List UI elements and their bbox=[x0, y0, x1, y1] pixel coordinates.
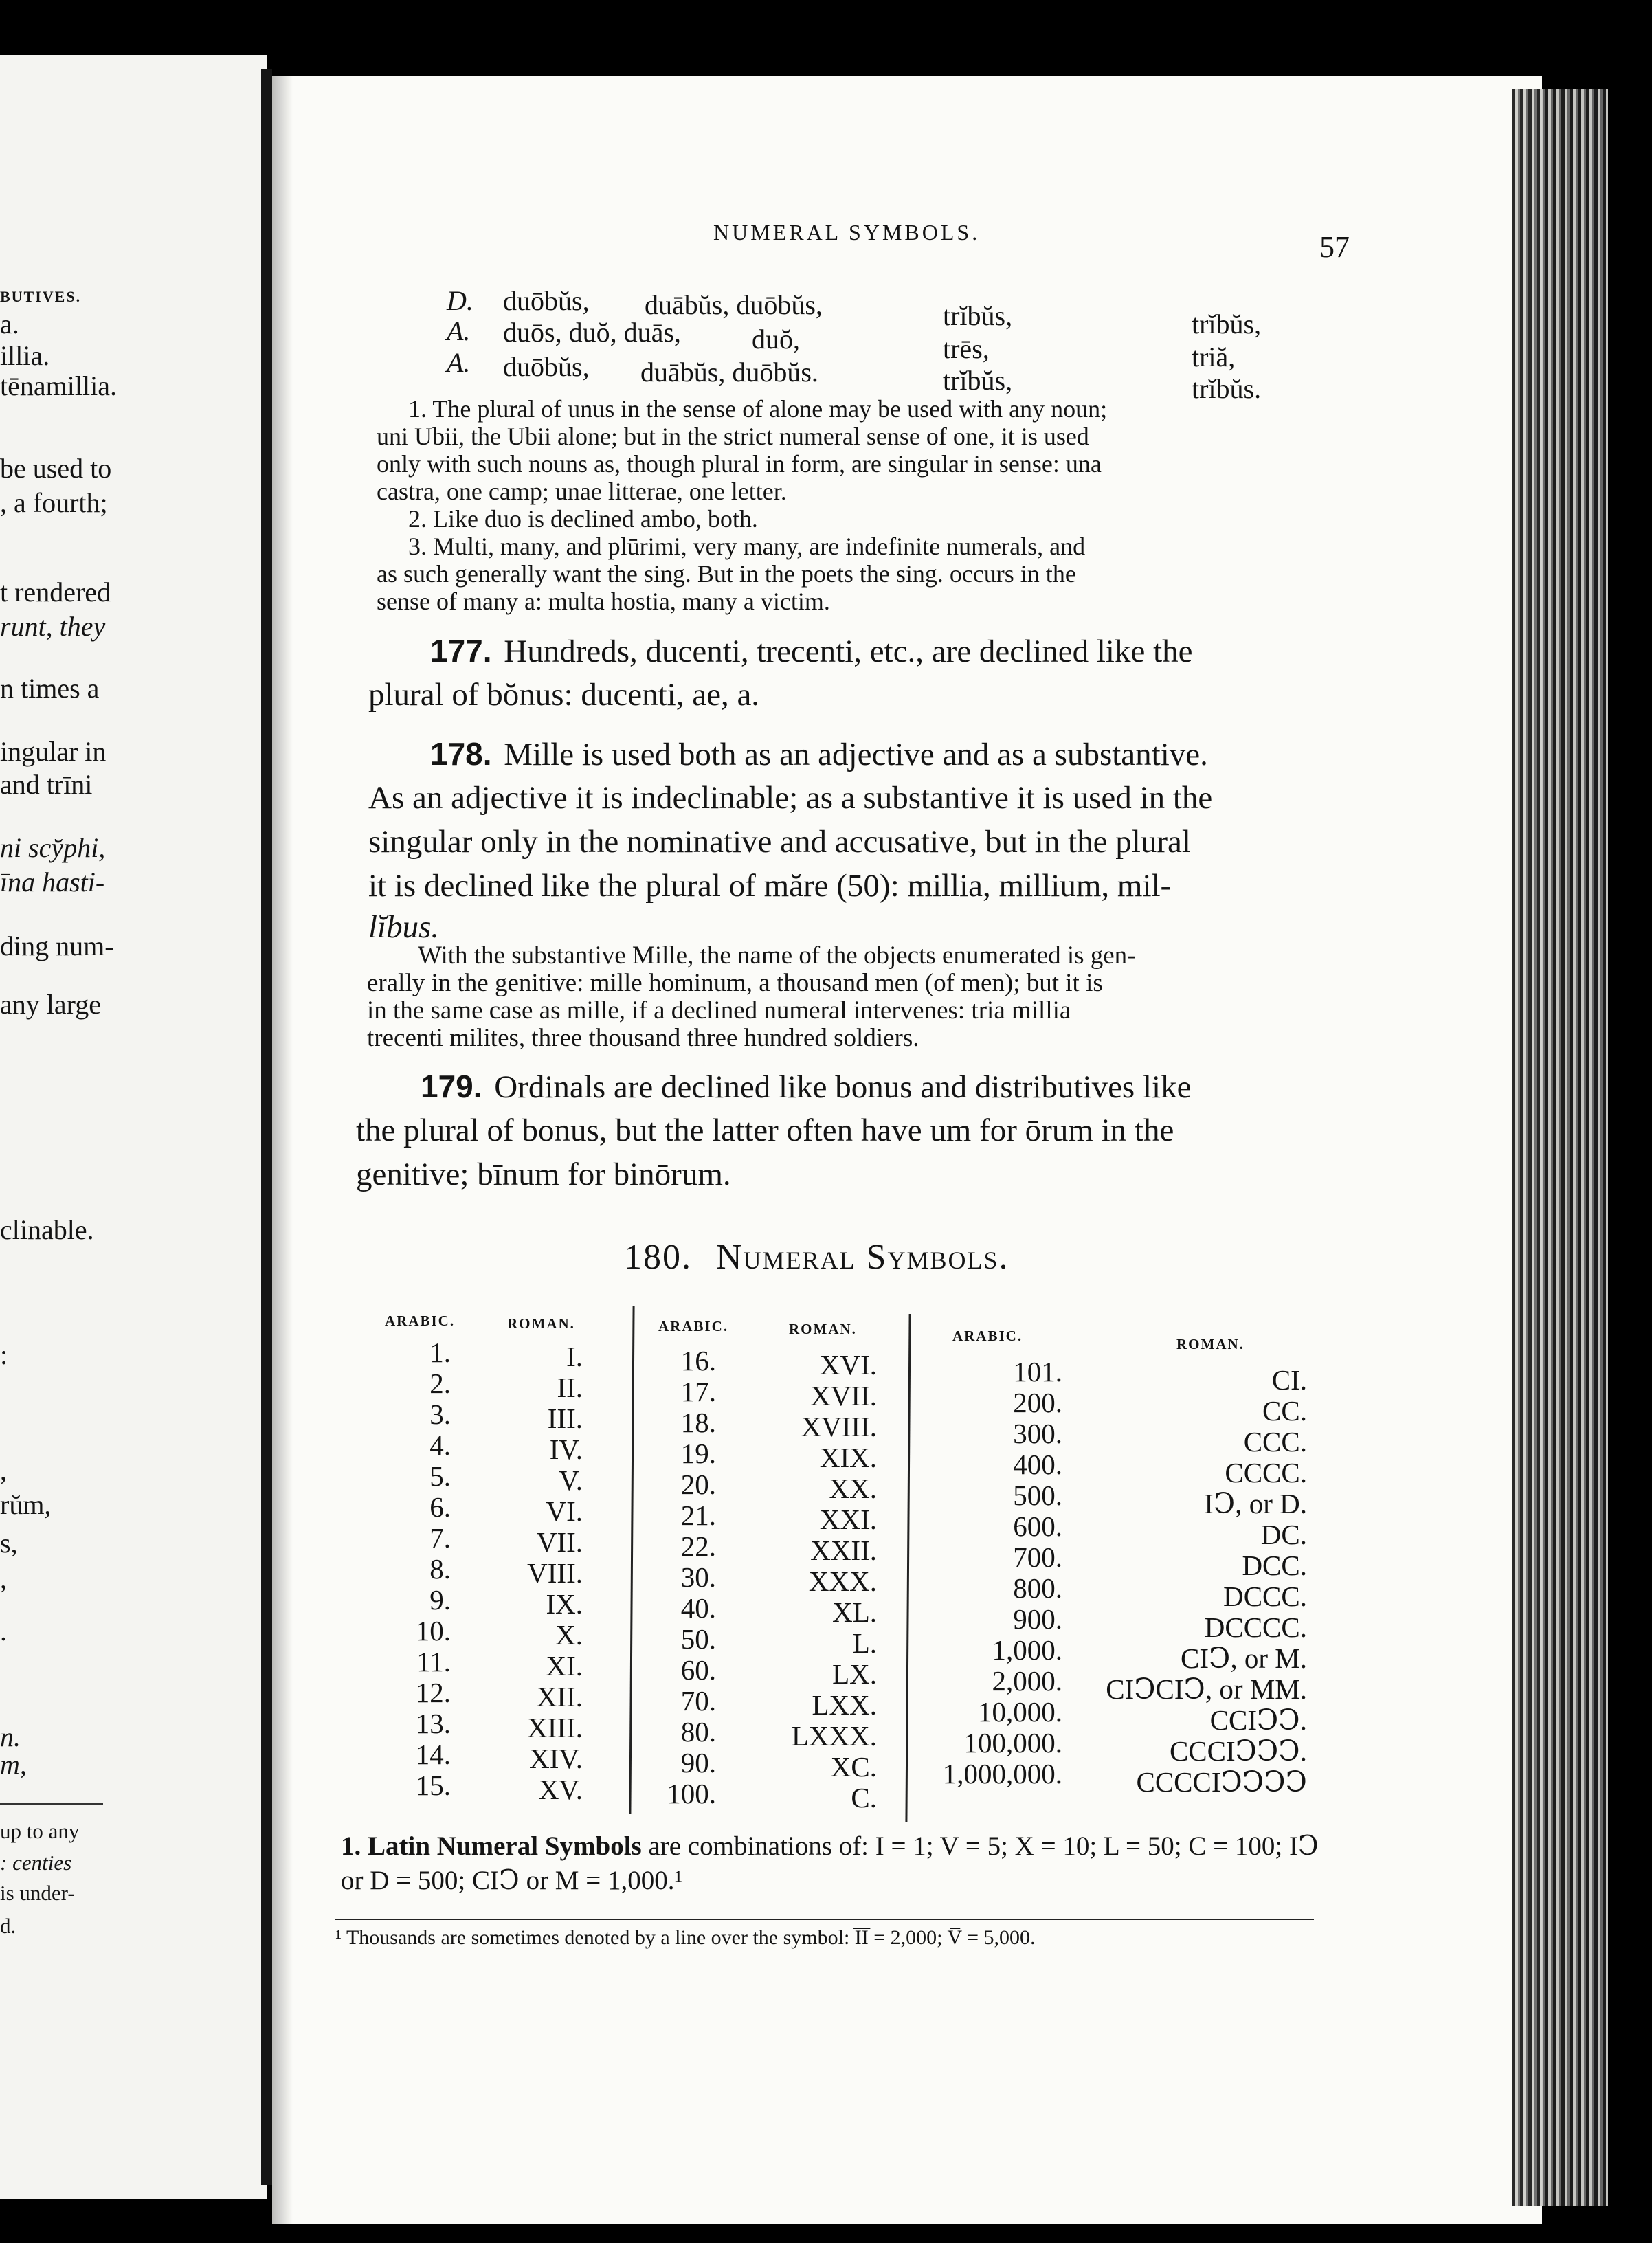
roman-cell: XI. bbox=[546, 1650, 583, 1682]
left-fragment: n. bbox=[0, 1721, 21, 1752]
roman-cell: XIV. bbox=[529, 1743, 583, 1774]
roman-cell: I. bbox=[566, 1341, 583, 1372]
roman-cell: XVII. bbox=[810, 1380, 877, 1411]
arabic-cell: 1,000,000. bbox=[942, 1758, 1062, 1789]
subnote-line: erally in the genitive: mille hominum, a thousand men (of men); but it is bbox=[367, 969, 1103, 997]
roman-column bbox=[1086, 1365, 1307, 1798]
roman-cell: IX. bbox=[546, 1588, 583, 1620]
roman-cell: XIII. bbox=[527, 1712, 583, 1743]
left-fragment: : bbox=[0, 1339, 8, 1370]
form-tres: trĭbŭs, bbox=[943, 300, 1013, 331]
left-fragment: and trīni bbox=[0, 769, 93, 800]
roman-cell: L. bbox=[852, 1627, 877, 1659]
roman-cell: DC. bbox=[1260, 1519, 1307, 1550]
arabic-cell: 400. bbox=[1013, 1449, 1062, 1480]
left-fragment: illia. bbox=[0, 340, 50, 371]
form-tria: triă, bbox=[1192, 342, 1236, 372]
table-number: 180. bbox=[624, 1238, 692, 1277]
arabic-cell: 90. bbox=[680, 1747, 716, 1778]
arabic-column bbox=[918, 1357, 1062, 1789]
symbols-note-text: are combinations of: I = 1; V = 5; X = 10; L = 50; C = 100; IↃ or D = 500; CIↃ or M = 1,000.¹ bbox=[341, 1831, 1319, 1895]
page-edges bbox=[1512, 89, 1608, 2206]
left-fragment: ni scy̆phi, bbox=[0, 832, 106, 863]
left-fragment: be used to bbox=[0, 453, 112, 484]
header-arabic: ARABIC. bbox=[658, 1318, 729, 1335]
roman-cell: VII. bbox=[536, 1526, 583, 1558]
arabic-cell: 100,000. bbox=[963, 1727, 1062, 1759]
section-line: plural of bŏnus: ducenti, ae, a. bbox=[368, 677, 760, 713]
gutter-shadow bbox=[272, 76, 293, 2224]
roman-cell: CCIↃↃ. bbox=[1209, 1704, 1307, 1736]
roman-cell: LXX. bbox=[812, 1689, 877, 1721]
left-fragment: s, bbox=[0, 1528, 18, 1559]
table-heading: Numeral Symbols. bbox=[716, 1238, 1009, 1277]
arabic-cell: 20. bbox=[680, 1469, 716, 1500]
left-fragment: . bbox=[0, 1616, 7, 1647]
arabic-cell: 100. bbox=[667, 1778, 716, 1809]
roman-cell: IV. bbox=[549, 1433, 583, 1465]
roman-column bbox=[474, 1341, 583, 1805]
roman-cell: CI. bbox=[1271, 1364, 1307, 1396]
roman-cell: XV. bbox=[538, 1774, 583, 1805]
section-line: As an adjective it is indeclinable; as a substantive it is used in the bbox=[368, 780, 1213, 816]
section-text: Ordinals are declined like bonus and distributives like bbox=[494, 1069, 1192, 1105]
footnote: ¹ Thousands are sometimes denoted by a line over the symbol: I̅I̅ = 2,000; V̅ = 5,000. bbox=[335, 1926, 1036, 1949]
form-duo: duōbŭs, bbox=[503, 351, 590, 382]
arabic-cell: 6. bbox=[429, 1491, 451, 1523]
arabic-cell: 80. bbox=[680, 1716, 716, 1748]
left-fragment: a. bbox=[0, 309, 19, 339]
roman-cell: LXXX. bbox=[791, 1720, 877, 1752]
arabic-cell: 101. bbox=[1013, 1356, 1062, 1387]
header-roman: ROMAN. bbox=[789, 1321, 857, 1337]
section-line: it is declined like the plural of măre (50): millia, millium, mil- bbox=[368, 868, 1172, 904]
left-fragment: d. bbox=[0, 1914, 16, 1938]
arabic-cell: 600. bbox=[1013, 1510, 1062, 1542]
roman-cell: CIↃCIↃ, or MM. bbox=[1106, 1673, 1307, 1705]
table-title bbox=[624, 1237, 1009, 1277]
note-line: 2. Like duo is declined ambo, both. bbox=[408, 505, 758, 533]
roman-cell: CIↃ, or M. bbox=[1181, 1642, 1307, 1674]
arabic-column bbox=[385, 1337, 451, 1801]
page-number: 57 bbox=[1319, 230, 1350, 264]
section-number: 179. bbox=[421, 1069, 482, 1104]
section-line: the plural of bonus, but the latter often have um for ōrum in the bbox=[356, 1113, 1174, 1148]
roman-cell: XC. bbox=[830, 1751, 877, 1783]
roman-cell: XVI. bbox=[819, 1349, 877, 1381]
section-line: singular only in the nominative and accusative, but in the plural bbox=[368, 824, 1191, 860]
roman-cell: CC. bbox=[1262, 1395, 1307, 1427]
left-fragment: n times a bbox=[0, 673, 100, 704]
arabic-cell: 60. bbox=[680, 1654, 716, 1686]
arabic-cell: 3. bbox=[429, 1398, 451, 1430]
header-roman: ROMAN. bbox=[507, 1315, 575, 1332]
arabic-cell: 19. bbox=[680, 1438, 716, 1469]
arabic-cell: 40. bbox=[680, 1592, 716, 1624]
note-line: only with such nouns as, though plural in form, are singular in sense: una bbox=[377, 450, 1102, 478]
roman-cell: X. bbox=[555, 1619, 583, 1651]
left-fragment: , a fourth; bbox=[0, 487, 108, 518]
left-fragment: is under- bbox=[0, 1881, 75, 1905]
footnote-rule bbox=[335, 1919, 1314, 1920]
arabic-cell: 900. bbox=[1013, 1603, 1062, 1635]
note-line: as such generally want the sing. But in the poets the sing. occurs in the bbox=[377, 560, 1076, 588]
roman-cell: LX. bbox=[832, 1658, 877, 1690]
arabic-cell: 10. bbox=[415, 1615, 451, 1647]
section-line: lĭbus. bbox=[368, 909, 440, 945]
roman-cell: CCC. bbox=[1243, 1426, 1307, 1458]
left-fragment: m, bbox=[0, 1749, 27, 1780]
roman-cell: DCCC. bbox=[1223, 1581, 1307, 1612]
arabic-cell: 22. bbox=[680, 1530, 716, 1562]
arabic-cell: 11. bbox=[416, 1646, 451, 1677]
arabic-cell: 16. bbox=[680, 1345, 716, 1376]
arabic-cell: 700. bbox=[1013, 1541, 1062, 1573]
section-line bbox=[430, 629, 1193, 673]
left-fragment: clinable. bbox=[0, 1214, 94, 1245]
note-line: 3. Multi, many, and plūrimi, very many, are indefinite numerals, and bbox=[408, 533, 1086, 560]
roman-cell: CCCCIↃↃↃↃ bbox=[1136, 1766, 1307, 1798]
arabic-cell: 800. bbox=[1013, 1572, 1062, 1604]
left-fragment: up to any bbox=[0, 1819, 80, 1843]
form-tres: trĭbŭs, bbox=[943, 365, 1013, 396]
subnote-line: With the substantive Mille, the name of the objects enumerated is gen- bbox=[418, 941, 1136, 970]
left-fragment: t rendered bbox=[0, 577, 111, 607]
roman-cell: C. bbox=[851, 1782, 877, 1814]
arabic-cell: 1. bbox=[429, 1337, 451, 1368]
roman-cell: VIII. bbox=[527, 1557, 583, 1589]
arabic-cell: 10,000. bbox=[978, 1696, 1062, 1728]
arabic-cell: 70. bbox=[680, 1685, 716, 1717]
arabic-cell: 7. bbox=[429, 1522, 451, 1554]
symbols-note-label: 1. Latin Numeral Symbols bbox=[341, 1831, 642, 1861]
roman-cell: XVIII. bbox=[801, 1411, 877, 1442]
arabic-cell: 1,000. bbox=[992, 1634, 1062, 1666]
roman-cell: CCCIↃↃↃ. bbox=[1169, 1735, 1307, 1767]
left-fragment: , bbox=[0, 1455, 7, 1486]
roman-cell: XL. bbox=[832, 1596, 877, 1628]
roman-cell: XXI. bbox=[819, 1504, 877, 1535]
roman-cell: XX. bbox=[829, 1473, 877, 1504]
case-label: D. bbox=[447, 285, 473, 316]
note-line: sense of many a: multa hostia, many a victim. bbox=[377, 588, 830, 615]
arabic-cell: 500. bbox=[1013, 1480, 1062, 1511]
roman-column bbox=[746, 1350, 877, 1814]
header-arabic: ARABIC. bbox=[385, 1313, 456, 1329]
subnote-line: trecenti milites, three thousand three hundred soldiers. bbox=[367, 1024, 919, 1052]
arabic-cell: 14. bbox=[415, 1739, 451, 1770]
note-line: uni Ubii, the Ubii alone; but in the strict numeral sense of one, it is used bbox=[377, 423, 1089, 450]
roman-cell: V. bbox=[559, 1464, 583, 1496]
arabic-cell: 8. bbox=[429, 1553, 451, 1585]
section-line bbox=[430, 733, 1208, 776]
form-duo: duōs, duŏ, duās, bbox=[503, 317, 681, 348]
arabic-cell: 5. bbox=[429, 1460, 451, 1492]
header-arabic: ARABIC. bbox=[952, 1328, 1023, 1344]
left-fragment: ingular in bbox=[0, 736, 107, 767]
left-fragment: , bbox=[0, 1563, 7, 1594]
roman-cell: CCCC. bbox=[1225, 1457, 1307, 1488]
left-fragment: BUTIVES. bbox=[0, 288, 82, 305]
arabic-cell: 18. bbox=[680, 1407, 716, 1438]
book-gutter bbox=[261, 69, 272, 2185]
section-text: Mille is used both as an adjective and as a substantive. bbox=[504, 737, 1208, 772]
roman-cell: VI. bbox=[546, 1495, 583, 1527]
left-fragment: ding num- bbox=[0, 930, 114, 961]
arabic-cell: 50. bbox=[680, 1623, 716, 1655]
arabic-column bbox=[661, 1346, 716, 1809]
roman-cell: III. bbox=[547, 1403, 583, 1434]
note-line: castra, one camp; unae litterae, one letter. bbox=[377, 478, 787, 505]
roman-cell: XII. bbox=[536, 1681, 583, 1712]
running-head: NUMERAL SYMBOLS. bbox=[713, 220, 981, 245]
case-label: A. bbox=[447, 347, 471, 378]
left-fragment: any large bbox=[0, 989, 101, 1020]
arabic-cell: 30. bbox=[680, 1561, 716, 1593]
note-line: 1. The plural of unus in the sense of alone may be used with any noun; bbox=[408, 395, 1108, 423]
roman-cell: II. bbox=[557, 1372, 583, 1403]
left-fragment: īna hasti- bbox=[0, 867, 105, 897]
form-duo: duōbŭs, bbox=[503, 285, 590, 316]
roman-cell: XIX. bbox=[819, 1442, 877, 1473]
form-tria: trĭbŭs. bbox=[1192, 373, 1262, 404]
left-fragment: tēnamillia. bbox=[0, 370, 117, 401]
roman-cell: DCC. bbox=[1242, 1550, 1307, 1581]
form-tres: trēs, bbox=[943, 333, 990, 364]
section-text: Hundreds, ducenti, trecenti, etc., are declined like the bbox=[504, 634, 1193, 669]
case-label: A. bbox=[447, 315, 471, 346]
arabic-cell: 21. bbox=[680, 1499, 716, 1531]
left-fragment: runt, they bbox=[0, 611, 106, 642]
arabic-cell: 13. bbox=[415, 1708, 451, 1739]
section-number: 178. bbox=[430, 736, 492, 772]
arabic-cell: 4. bbox=[429, 1429, 451, 1461]
arabic-cell: 9. bbox=[429, 1584, 451, 1616]
header-roman: ROMAN. bbox=[1176, 1336, 1244, 1352]
left-footnote-rule bbox=[0, 1803, 103, 1805]
roman-cell: IↃ, or D. bbox=[1204, 1488, 1307, 1519]
symbols-note bbox=[341, 1829, 1324, 1898]
arabic-cell: 300. bbox=[1013, 1418, 1062, 1449]
arabic-cell: 15. bbox=[415, 1770, 451, 1801]
roman-cell: DCCCC. bbox=[1204, 1611, 1307, 1643]
arabic-cell: 2. bbox=[429, 1368, 451, 1399]
roman-cell: XXX. bbox=[808, 1565, 877, 1597]
arabic-cell: 2,000. bbox=[992, 1665, 1062, 1697]
form-duae: duŏ, bbox=[752, 324, 800, 355]
form-duae: duābŭs, duōbŭs, bbox=[645, 289, 823, 320]
subnote-line: in the same case as mille, if a declined numeral intervenes: tria millia bbox=[367, 996, 1071, 1025]
arabic-cell: 12. bbox=[415, 1677, 451, 1708]
section-number: 177. bbox=[430, 633, 492, 669]
roman-cell: XXII. bbox=[810, 1535, 877, 1566]
arabic-cell: 17. bbox=[680, 1376, 716, 1407]
section-line: genitive; bīnum for binōrum. bbox=[356, 1157, 731, 1192]
arabic-cell: 200. bbox=[1013, 1387, 1062, 1418]
section-line bbox=[421, 1065, 1191, 1108]
left-fragment: rŭm, bbox=[0, 1489, 52, 1520]
form-tria: trĭbŭs, bbox=[1192, 309, 1262, 339]
left-fragment: : centies bbox=[0, 1851, 72, 1875]
form-duae: duābŭs, duōbŭs. bbox=[640, 357, 818, 388]
